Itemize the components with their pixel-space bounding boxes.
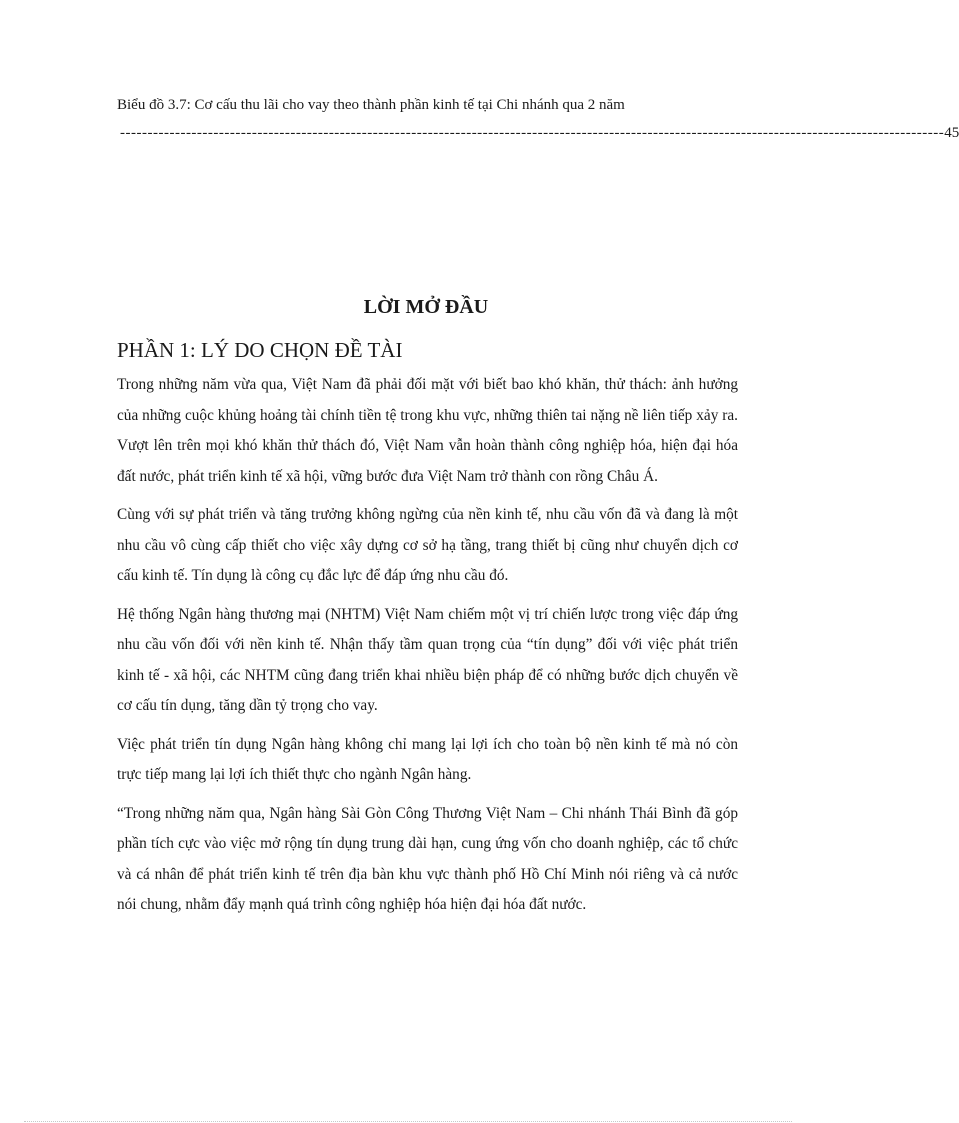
paragraph: “Trong những năm qua, Ngân hàng Sài Gòn Công Thương Việt Nam – Chi nhánh Thái Bình đã góp phần tích cực vào việc mở rộng tín dụng trung dài hạn, cung ứng vốn cho doanh nghiệp, các tổ chức và cá nhân để phát triển kinh tế trên địa bàn khu vực thành phố Hồ Chí Minh nói riêng và cả nước nói chung, nhằm đẩy mạnh quá trình công nghiệp hóa hiện đại hóa đất nước. — [117, 804, 738, 913]
paragraph: Cùng với sự phát triển và tăng trưởng không ngừng của nền kinh tế, nhu cầu vốn đã và đang là một nhu cầu vô cùng cấp thiết cho việc xây dựng cơ sở hạ tầng, trang thiết bị cũng như chuyển dịch cơ cấu kinh tế. Tín dụng là công cụ đắc lực để đáp ứng nhu cầu đó. — [117, 506, 738, 584]
paragraph: Hệ thống Ngân hàng thương mại (NHTM) Việt Nam chiếm một vị trí chiến lược trong việc đáp ứng nhu cầu vốn đối với nền kinh tế. Nhận thấy tầm quan trọng của “tín dụng” đối với việc phát triển kinh tế - xã hội, các NHTM cũng đang triển khai nhiều biện pháp để có những bước dịch chuyển về cơ cấu tín dụng, tăng dần tỷ trọng cho vay. — [117, 605, 738, 714]
toc-entry-leader — [120, 123, 959, 143]
paragraph: Trong những năm vừa qua, Việt Nam đã phải đối mặt với biết bao khó khăn, thử thách: ảnh hưởng của những cuộc khủng hoảng tài chính tiền tệ trong khu vực, những thiên tai nặng nề liên tiếp xảy ra. Vượt lên trên mọi khó khăn thử thách đó, Việt Nam vẫn hoàn thành công nghiệp hóa, hiện đại hóa đất nước, phát triển kinh tế xã hội, vững bước đưa Việt Nam trở thành con rồng Châu Á. — [117, 376, 738, 485]
page-title: LỜI MỞ ĐẦU — [363, 296, 489, 318]
paragraph: Việc phát triển tín dụng Ngân hàng không chỉ mang lại lợi ích cho toàn bộ nền kinh tế mà nó còn trực tiếp mang lại lợi ích thiết thực cho ngành Ngân hàng. — [117, 735, 738, 783]
toc-leader-dots: ------------------------------------------------------------------------------------------------------------------------------------------------------ — [120, 125, 945, 141]
body-text — [117, 370, 738, 929]
page-bottom-divider — [24, 1121, 792, 1122]
toc-page-number: 45 — [944, 125, 959, 141]
toc-entry-text: Biểu đồ 3.7: Cơ cấu thu lãi cho vay theo thành phần kinh tế tại Chi nhánh qua 2 năm — [117, 97, 625, 113]
section-heading: PHẦN 1: LÝ DO CHỌN ĐỀ TÀI — [117, 338, 403, 362]
